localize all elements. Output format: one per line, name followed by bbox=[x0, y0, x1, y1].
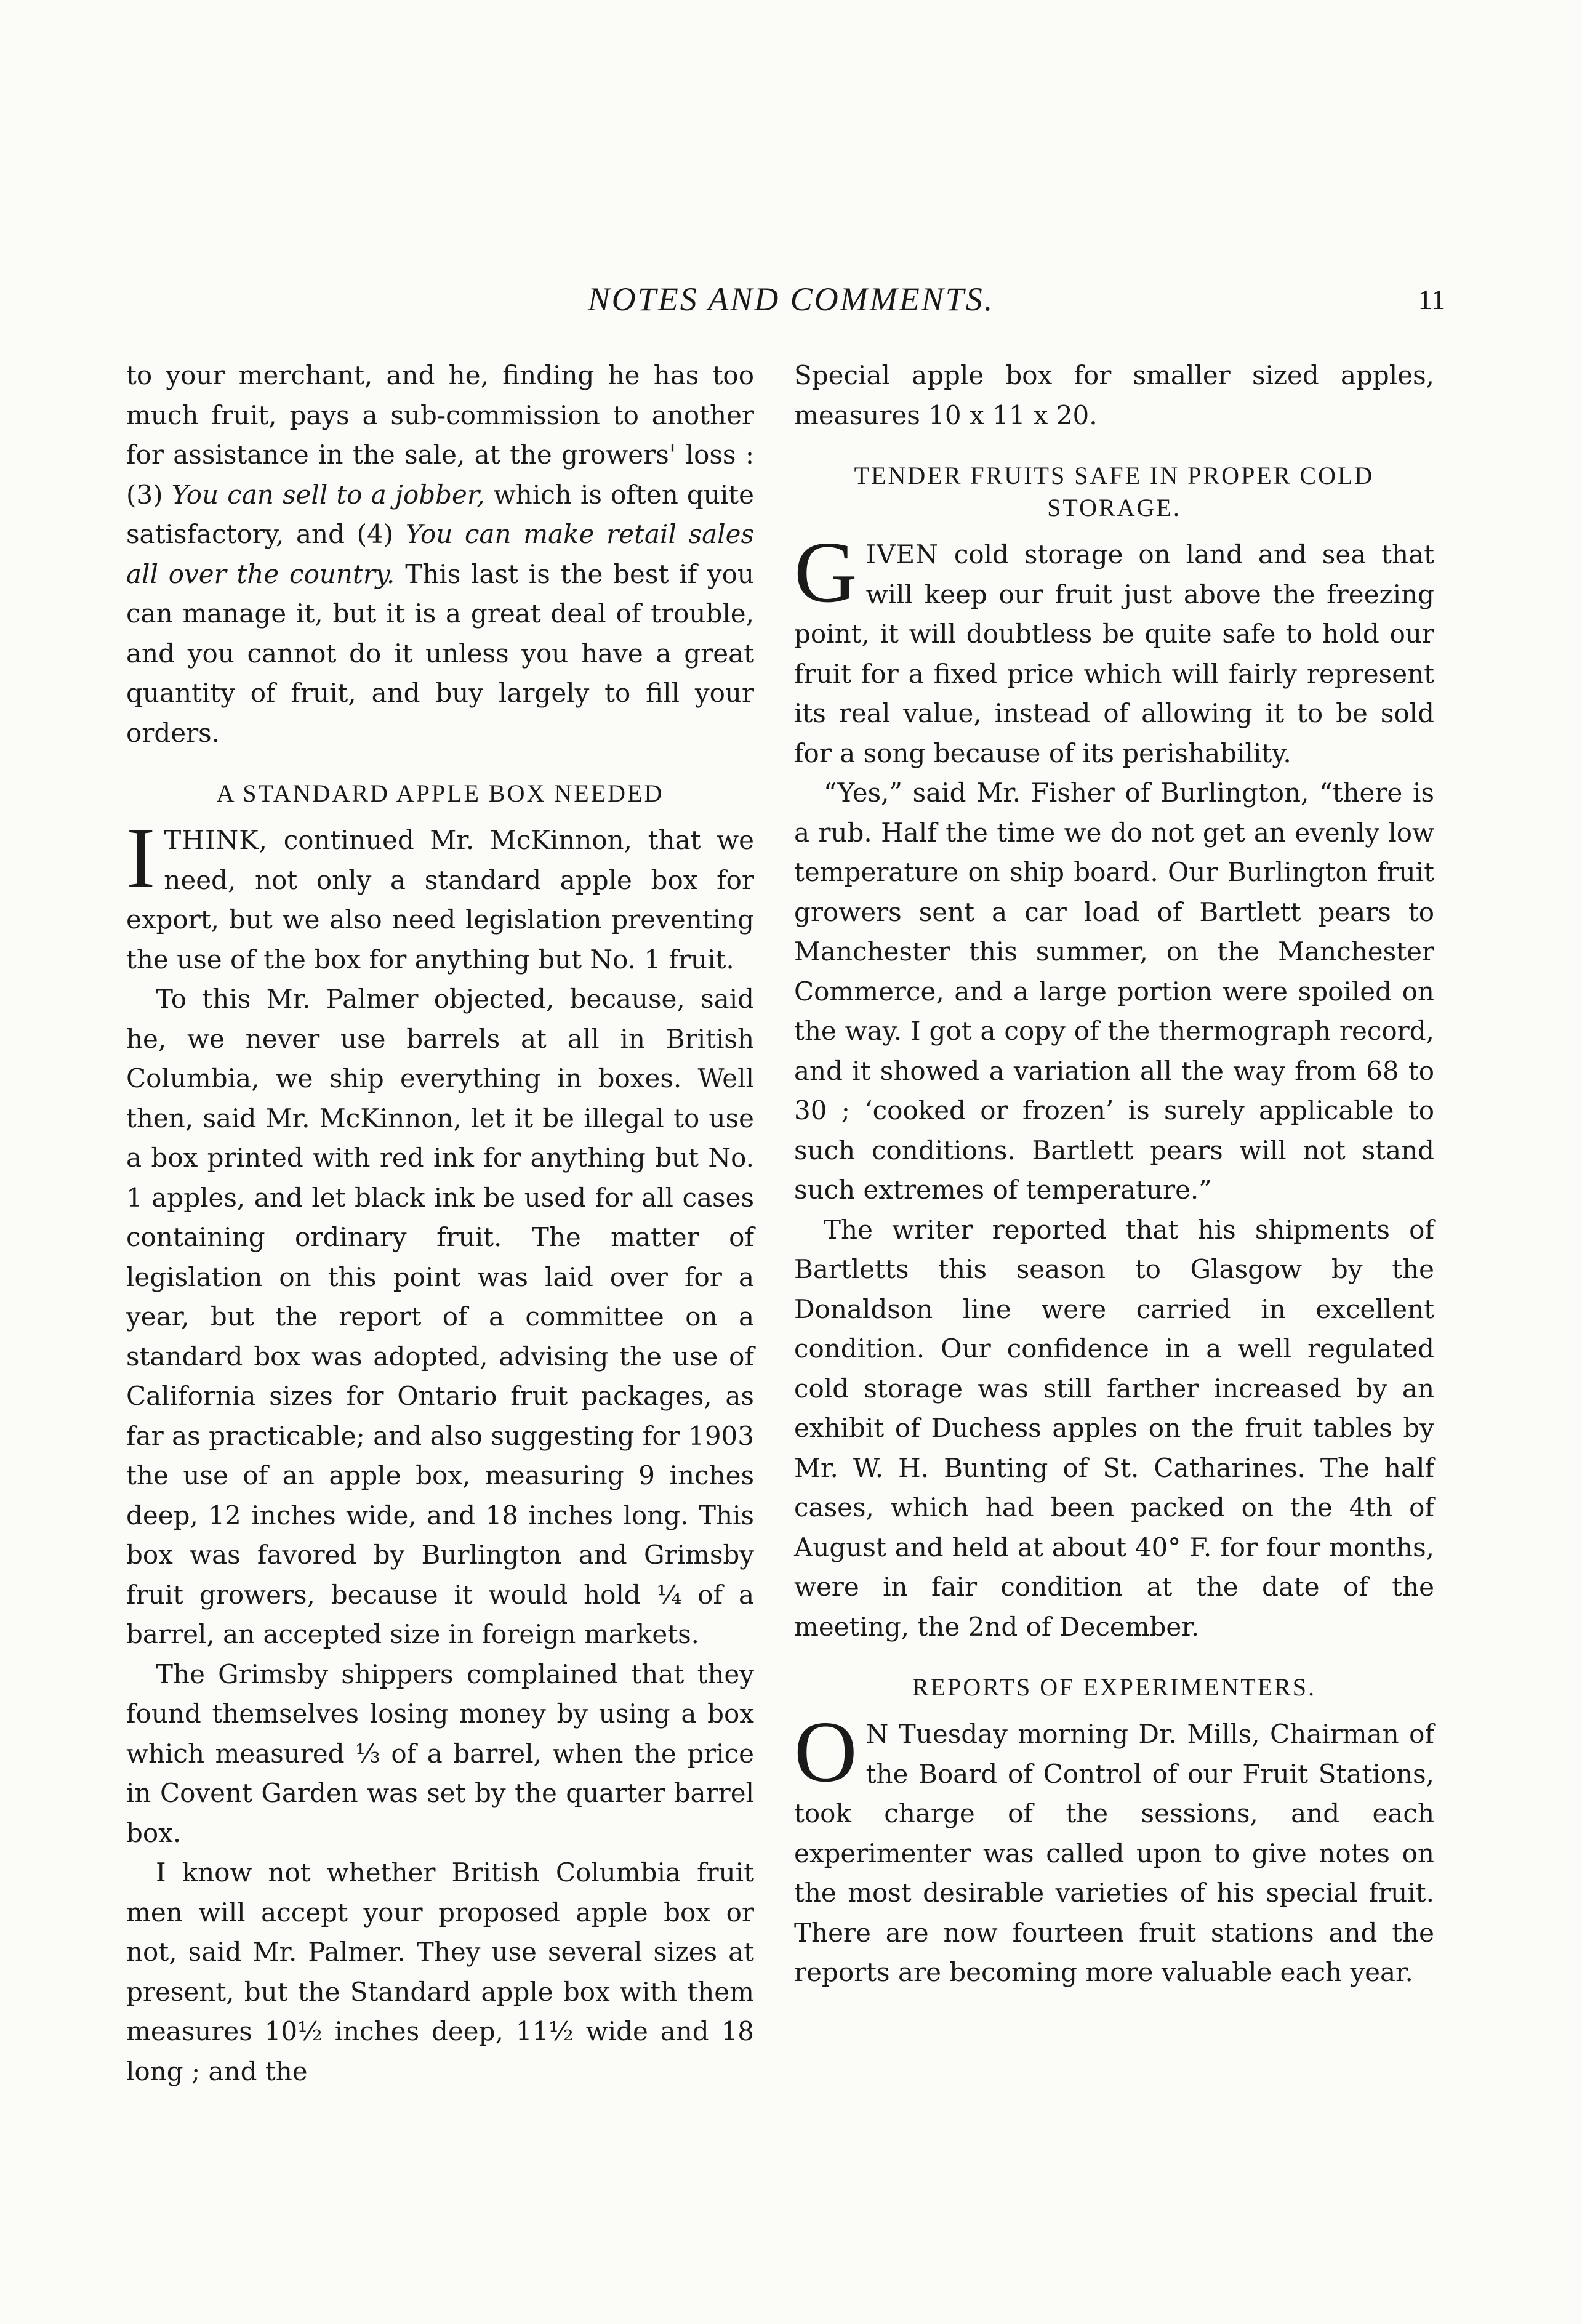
paragraph bbox=[794, 523, 1434, 773]
paragraph: Special apple box for smaller sized apples, measures 10 x 11 x 20. bbox=[794, 360, 1434, 430]
section-heading-tender-fruits: TENDER FRUITS SAFE IN PROPER COLD STORAGE. bbox=[854, 462, 1375, 521]
text-run: which is often quite satisfactory, and (4) bbox=[126, 479, 755, 549]
section-heading-reports-of-experimenters: REPORTS OF EXPERIMENTERS. bbox=[912, 1673, 1316, 1701]
text-run: cold storage on land and sea that will keep our fruit just above the freezing point, it will doubtless be quite safe to hold our fruit for a fixed price which will fairly represent its real value, instead of allowing it to be sold for a song because of its perishability. bbox=[794, 539, 1434, 768]
drop-cap: I bbox=[126, 809, 156, 906]
small-caps-run: IVEN bbox=[865, 539, 939, 569]
paragraph: To this Mr. Palmer objected, because, said he, we never use barrels at all in British Columbia, we ship everything in boxes. Well then, said Mr. McKinnon, let it be illegal to use a box printed with red ink for anything but No. 1 apples, and let black ink be used for all cases containing ordinary fruit. The matter of legislation on this point was laid over for a year, but the report of a committee on a standard box was adopted, advising the use of California sizes for Ontario fruit packages, as far as practicable; and also suggesting for 1903 the use of an apple box, measuring 9 inches deep, 12 inches wide, and 18 inches long. This box was favored by Burlington and Grimsby fruit growers, because it would hold ¼ of a barrel, an accepted size in foreign markets. bbox=[126, 984, 754, 1649]
text-run: N Tuesday morning Dr. Mills, Chairman of the Board of Control of our Fruit Stations, took charge of the sessions, and each experimenter was called upon to give notes on the most desirable varieties of his special fruit. There are now fourteen fruit stations and the reports are becoming more valuable each year. bbox=[794, 1719, 1434, 1987]
text-run: This last is the best if you can manage it, but it is a great deal of trouble, and you cannot do it unless you have a great quantity of fruit, and buy largely to fill your orders. bbox=[126, 558, 754, 748]
italic-run: You can make retail sales all over the country. bbox=[126, 519, 755, 589]
paragraph: I know not whether British Columbia fruit men will accept your proposed apple box or not, said Mr. Palmer. They use several sizes at present, but the Standard apple box with them measures 10½ inches deep, 11½ wide and 18 long ; and the bbox=[126, 1857, 754, 2086]
section-heading-standard-apple-box: A STANDARD APPLE BOX NEEDED bbox=[216, 779, 664, 807]
italic-run: You can sell to a jobber, bbox=[171, 479, 485, 510]
small-caps-run: THINK, bbox=[164, 825, 268, 855]
page-number: 11 bbox=[1418, 284, 1445, 315]
paragraph: “Yes,” said Mr. Fisher of Burlington, “there is a rub. Half the time we do not get an evenly low temperature on ship board. Our Burlington fruit growers sent a car load of Bartlett pears to Manchester this summer, on the Manchester Commerce, and a large portion were spoiled on the way. I got a copy of the thermograph record, and it showed a variation all the way from 68 to 30 ; ‘cooked or frozen’ is surely applicable to such conditions. Bartlett pears will not stand such extremes of temperature.” bbox=[794, 778, 1434, 1205]
paragraph: The writer reported that his shipments of Bartletts this season to Glasgow by the Donaldson line were carried in excellent condition. Our confidence in a well regulated cold storage was still farther increased by an exhibit of Duchess apples on the fruit tables by Mr. W. H. Bunting of St. Catharines. The half cases, which had been packed on the 4th of August and held at about 40° F. for four months, were in fair condition at the date of the meeting, the 2nd of December. bbox=[794, 1214, 1434, 1642]
running-head: NOTES AND COMMENTS. bbox=[587, 281, 995, 318]
paragraph bbox=[126, 356, 754, 753]
paragraph: The Grimsby shippers complained that they found themselves losing money by using a box which measured ⅓ of a barrel, when the price in Covent Garden was set by the quarter barrel box. bbox=[126, 1659, 754, 1848]
paragraph bbox=[126, 809, 754, 979]
paragraph bbox=[794, 1703, 1434, 1993]
drop-cap: G bbox=[794, 523, 857, 621]
right-column bbox=[794, 356, 1434, 1993]
drop-cap: O bbox=[794, 1703, 857, 1800]
text-run: to your merchant, and he, finding he has too much fruit, pays a sub-commission to another for assistance in the sale, at the growers' loss : (3) bbox=[126, 360, 754, 510]
text-run: continued Mr. McKinnon, that we need, not only a standard apple box for export, but we also need legislation preventing the use of the box for anything but No. 1 fruit. bbox=[126, 825, 754, 975]
left-column bbox=[126, 356, 754, 2091]
